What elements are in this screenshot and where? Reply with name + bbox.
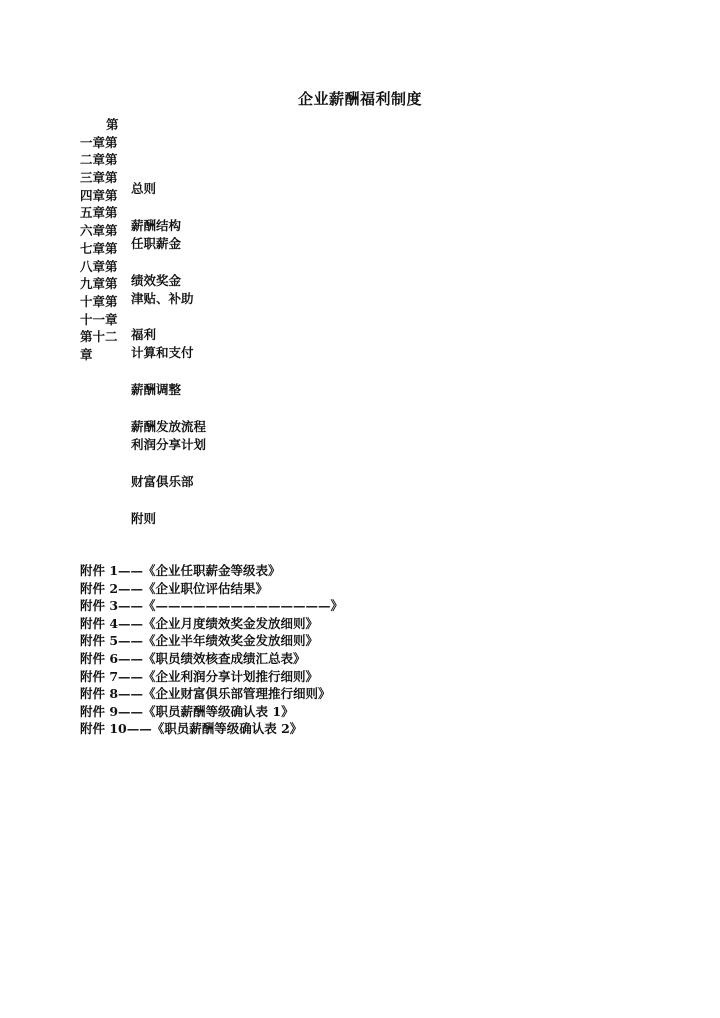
chapter-name: 财富俱乐部 [131, 474, 194, 489]
chapter-name: 总则 [131, 181, 157, 196]
chapter-name: 附则 [131, 511, 157, 526]
chapter-marker: 二章第 [80, 152, 118, 168]
chapter-marker-column [80, 116, 128, 364]
chapter-name: 薪酬结构 [131, 218, 182, 233]
chapter-name: 薪酬调整 [131, 382, 182, 397]
attachment-list [80, 562, 640, 738]
attachment-item: 附件 7——《企业利润分享计划推行细则》 [80, 668, 319, 684]
attachment-item: 附件 10——《职员薪酬等级确认表 2》 [80, 721, 303, 737]
chapter-marker: 十一章 [80, 311, 118, 327]
chapter-marker: 六章第 [80, 223, 118, 239]
chapter-name: 福利 [131, 327, 157, 342]
chapter-name: 绩效奖金 [131, 273, 182, 288]
attachment-item: 附件 1——《企业任职薪金等级表》 [80, 563, 281, 578]
attachment-item: 附件 3——《——————————————》 [80, 598, 344, 614]
document-title: 企业薪酬福利制度 [297, 90, 422, 108]
chapter-name: 利润分享计划 [131, 437, 207, 452]
chapter-marker: 章 [80, 346, 93, 362]
chapter-name: 薪酬发放流程 [131, 419, 207, 434]
chapter-marker: 十章第 [80, 293, 118, 309]
chapter-name: 计算和支付 [131, 345, 194, 360]
chapter-marker: 第十二 [80, 329, 118, 345]
chapter-marker: 八章第 [80, 258, 118, 274]
attachment-item: 附件 2——《企业职位评估结果》 [80, 580, 269, 596]
attachment-item: 附件 9——《职员薪酬等级确认表 1》 [80, 703, 294, 719]
chapter-marker: 七章第 [80, 240, 118, 256]
chapter-name: 任职薪金 [131, 236, 182, 251]
chapter-name: 津贴、补助 [131, 291, 194, 306]
chapter-marker: 三章第 [80, 170, 118, 186]
chapter-marker: 第 [106, 117, 119, 132]
chapter-marker: 五章第 [80, 205, 118, 221]
chapter-marker: 一章第 [80, 134, 118, 150]
attachment-item: 附件 5——《企业半年绩效奖金发放细则》 [80, 633, 319, 649]
chapter-marker: 九章第 [80, 276, 118, 292]
attachment-item: 附件 4——《企业月度绩效奖金发放细则》 [80, 615, 319, 631]
attachment-item: 附件 8——《企业财富俱乐部管理推行细则》 [80, 686, 331, 702]
chapter-marker: 四章第 [80, 187, 118, 203]
attachment-item: 附件 6——《职员绩效核查成绩汇总表》 [80, 650, 306, 666]
